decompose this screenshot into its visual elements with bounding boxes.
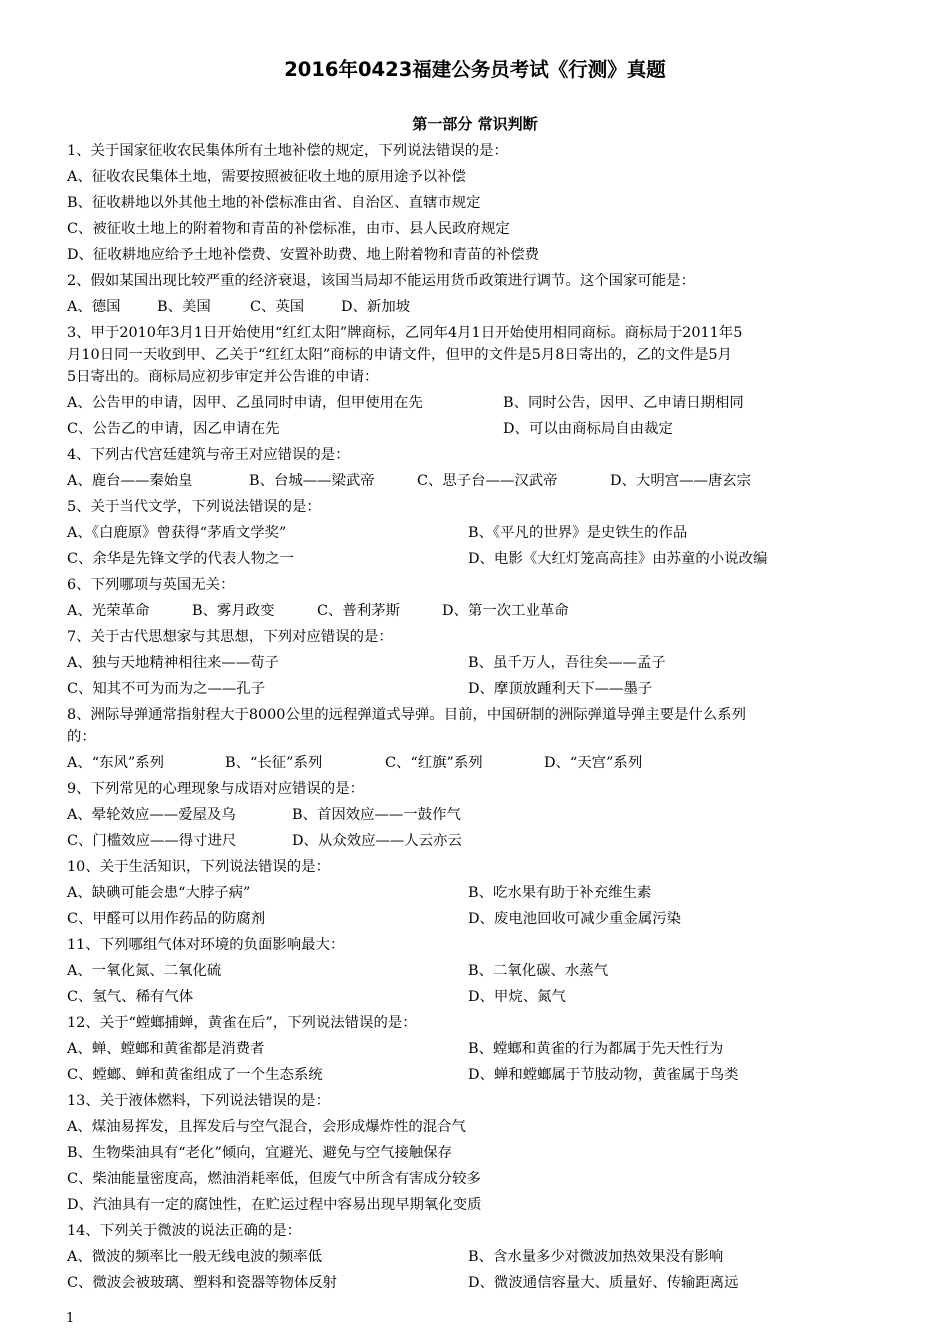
option-c: C、柴油能量密度高，燃油消耗率低，但废气中所含有害成分较多 xyxy=(67,1171,481,1187)
question-stem: 14、下列关于微波的说法正确的是： xyxy=(67,1223,302,1239)
option-d: D、从众效应——人云亦云 xyxy=(292,833,462,849)
option-a: A、《白鹿原》曾获得“茅盾文学奖” xyxy=(67,525,287,541)
option-c: C、门槛效应——得寸进尺 xyxy=(67,833,237,849)
question-stem: 7、关于古代思想家与其思想，下列对应错误的是： xyxy=(67,629,393,645)
question-stem: 13、关于液体燃料，下列说法错误的是： xyxy=(67,1093,330,1109)
option-d: D、摩顶放踵利天下——墨子 xyxy=(468,681,653,697)
option-c: C、余华是先锋文学的代表人物之一 xyxy=(67,551,294,567)
option-c: C、氢气、稀有气体 xyxy=(67,989,194,1005)
option-b: B、“长征”系列 xyxy=(225,755,323,771)
option-d: D、蝉和螳螂属于节肢动物，黄雀属于鸟类 xyxy=(468,1067,739,1083)
option-c: C、螳螂、蝉和黄雀组成了一个生态系统 xyxy=(67,1067,323,1083)
page-number: 1 xyxy=(66,1311,75,1326)
option-a: A、独与天地精神相往来——荀子 xyxy=(67,655,279,671)
option-d: D、征收耕地应给予土地补偿费、安置补助费、地上附着物和青苗的补偿费 xyxy=(67,247,540,263)
question-stem-continued: 5日寄出的。商标局应初步审定并公告谁的申请： xyxy=(67,369,379,385)
question-stem: 10、关于生活知识，下列说法错误的是： xyxy=(67,859,330,875)
option-b: B、二氧化碳、水蒸气 xyxy=(468,963,609,979)
option-b: B、同时公告，因甲、乙申请日期相同 xyxy=(503,395,744,411)
question-stem: 5、关于当代文学，下列说法错误的是： xyxy=(67,499,321,515)
option-b: B、生物柴油具有“老化”倾向，宜避光、避免与空气接触保存 xyxy=(67,1145,453,1161)
option-c: C、英国 xyxy=(250,299,305,315)
option-a: A、鹿台——秦始皇 xyxy=(67,473,193,489)
option-c: C、知其不可为而为之——孔子 xyxy=(67,681,266,697)
option-a: A、蝉、螳螂和黄雀都是消费者 xyxy=(67,1041,265,1057)
question-stem: 11、下列哪组气体对环境的负面影响最大： xyxy=(67,937,345,953)
option-b: B、吃水果有助于补充维生素 xyxy=(468,885,652,901)
option-a: A、“东风”系列 xyxy=(67,755,165,771)
question-stem: 2、假如某国出现比较严重的经济衰退，该国当局却不能运用货币政策进行调节。这个国家可能是： xyxy=(67,273,695,289)
option-d: D、“天宫”系列 xyxy=(544,755,643,771)
question-stem: 12、关于“螳螂捕蝉，黄雀在后”，下列说法错误的是： xyxy=(67,1015,417,1031)
option-a: A、一氧化氮、二氧化硫 xyxy=(67,963,222,979)
option-a: A、微波的频率比一般无线电波的频率低 xyxy=(67,1249,323,1265)
section-heading: 第一部分 常识判断 xyxy=(412,115,538,133)
question-stem: 9、下列常见的心理现象与成语对应错误的是： xyxy=(67,781,364,797)
option-b: B、虽千万人，吾往矣——孟子 xyxy=(468,655,666,671)
option-a: A、光荣革命 xyxy=(67,603,150,619)
option-c: C、公告乙的申请，因乙申请在先 xyxy=(67,421,280,437)
option-b: B、《平凡的世界》是史铁生的作品 xyxy=(468,525,688,541)
question-stem: 8、洲际导弹通常指射程大于8000公里的远程弹道式导弹。目前，中国研制的洲际弹道导弹主要是什么系列 xyxy=(67,707,746,723)
option-b: B、含水量多少对微波加热效果没有影响 xyxy=(468,1249,724,1265)
page-title: 2016年0423福建公务员考试《行测》真题 xyxy=(284,58,666,81)
option-b: B、征收耕地以外其他土地的补偿标准由省、自治区、直辖市规定 xyxy=(67,195,481,211)
option-d: D、汽油具有一定的腐蚀性，在贮运过程中容易出现早期氧化变质 xyxy=(67,1197,482,1213)
question-stem-continued: 月10日同一天收到甲、乙关于“红红太阳”商标的申请文件，但甲的文件是5月8日寄出的，乙的文件是5月 xyxy=(67,347,732,363)
option-d: D、废电池回收可减少重金属污染 xyxy=(468,911,682,927)
option-c: C、微波会被玻璃、塑料和瓷器等物体反射 xyxy=(67,1275,338,1291)
option-b: B、螳螂和黄雀的行为都属于先天性行为 xyxy=(468,1041,724,1057)
option-a: A、缺碘可能会患“大脖子病” xyxy=(67,885,251,901)
question-stem-continued: 的： xyxy=(67,729,96,745)
option-d: D、电影《大红灯笼高高挂》由苏童的小说改编 xyxy=(468,551,768,567)
question-stem: 3、甲于2010年3月1日开始使用“红红太阳”牌商标，乙同年4月1日开始使用相同商标。商标局于2011年5 xyxy=(67,325,743,341)
option-c: C、“红旗”系列 xyxy=(385,755,483,771)
option-a: A、公告甲的申请，因甲、乙虽同时申请，但甲使用在先 xyxy=(67,395,423,411)
question-stem: 4、下列古代宫廷建筑与帝王对应错误的是： xyxy=(67,447,350,463)
question-stem: 6、下列哪项与英国无关： xyxy=(67,577,235,593)
option-b: B、美国 xyxy=(157,299,211,315)
option-d: D、大明宫——唐玄宗 xyxy=(610,473,752,489)
option-b: B、雾月政变 xyxy=(192,603,275,619)
option-d: D、可以由商标局自由裁定 xyxy=(503,421,673,437)
option-d: D、新加坡 xyxy=(341,299,411,315)
option-a: A、德国 xyxy=(67,299,121,315)
option-d: D、微波通信容量大、质量好、传输距离远 xyxy=(468,1275,739,1291)
option-c: C、被征收土地上的附着物和青苗的补偿标准，由市、县人民政府规定 xyxy=(67,221,510,237)
option-b: B、台城——梁武帝 xyxy=(249,473,375,489)
option-d: D、第一次工业革命 xyxy=(442,603,569,619)
option-d: D、甲烷、氮气 xyxy=(468,989,566,1005)
option-c: C、普利茅斯 xyxy=(317,603,400,619)
question-stem: 1、关于国家征收农民集体所有土地补偿的规定，下列说法错误的是： xyxy=(67,143,508,159)
option-c: C、思子台——汉武帝 xyxy=(417,473,558,489)
option-c: C、甲醛可以用作药品的防腐剂 xyxy=(67,911,266,927)
option-a: A、晕轮效应——爱屋及乌 xyxy=(67,807,236,823)
option-b: B、首因效应——一鼓作气 xyxy=(292,807,461,823)
option-a: A、煤油易挥发，且挥发后与空气混合，会形成爆炸性的混合气 xyxy=(67,1119,466,1135)
option-a: A、征收农民集体土地，需要按照被征收土地的原用途予以补偿 xyxy=(67,169,466,185)
